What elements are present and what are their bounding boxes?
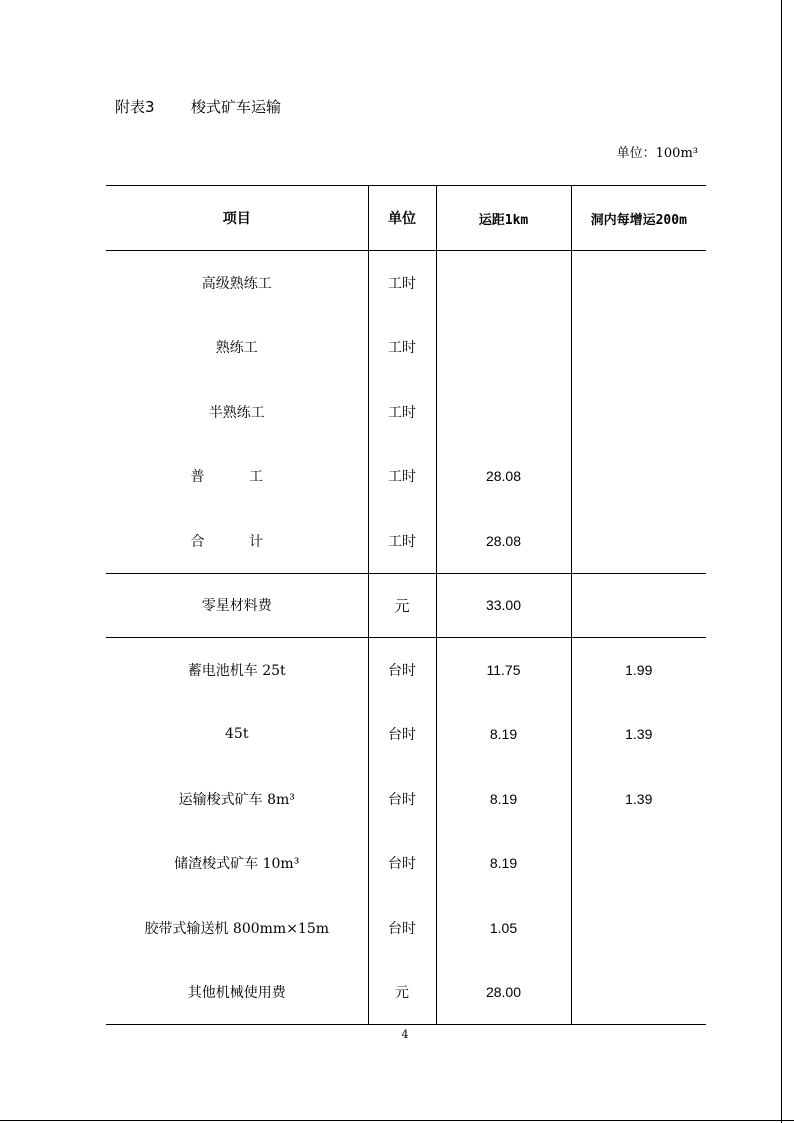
row-value-1km: 8.19	[436, 767, 571, 832]
title-prefix: 附表3	[115, 98, 155, 116]
page-number: 4	[401, 1028, 409, 1041]
row-value-200m	[571, 960, 706, 1025]
row-value-200m: 1.99	[571, 638, 706, 703]
row-unit: 元	[368, 960, 436, 1025]
table-row	[106, 509, 706, 574]
row-value-200m	[571, 573, 706, 638]
row-item: 熟练工	[106, 315, 368, 380]
row-item: 运输梭式矿车 8m³	[106, 767, 368, 832]
table-row	[106, 702, 706, 767]
table-row	[106, 831, 706, 896]
row-unit: 台时	[368, 702, 436, 767]
row-value-200m	[571, 444, 706, 509]
row-item: 储渣梭式矿车 10m³	[106, 831, 368, 896]
row-item: 高级熟练工	[106, 251, 368, 316]
table-row	[106, 767, 706, 832]
row-value-200m	[571, 509, 706, 574]
row-value-1km: 1.05	[436, 896, 571, 961]
row-value-200m	[571, 380, 706, 445]
quota-table	[106, 185, 706, 1025]
row-value-1km	[436, 315, 571, 380]
row-item: 合 计	[106, 509, 368, 574]
row-item: 45t	[106, 702, 368, 767]
page-border-bottom	[0, 1120, 794, 1121]
row-value-200m: 1.39	[571, 767, 706, 832]
row-value-1km: 11.75	[436, 638, 571, 703]
table-title	[115, 96, 281, 117]
row-value-200m	[571, 315, 706, 380]
row-value-1km: 8.19	[436, 831, 571, 896]
header-item: 项目	[106, 186, 368, 251]
header-extra-200m: 洞内每增运200m	[571, 186, 706, 251]
row-value-1km: 28.00	[436, 960, 571, 1025]
row-value-1km	[436, 380, 571, 445]
row-unit: 工时	[368, 380, 436, 445]
row-item: 零星材料费	[106, 573, 368, 638]
table-row	[106, 960, 706, 1025]
row-value-1km: 33.00	[436, 573, 571, 638]
row-unit: 台时	[368, 638, 436, 703]
row-unit: 工时	[368, 315, 436, 380]
row-value-1km	[436, 251, 571, 316]
table-row	[106, 444, 706, 509]
row-value-200m	[571, 831, 706, 896]
table-row	[106, 380, 706, 445]
header-distance-1km: 运距1km	[436, 186, 571, 251]
row-unit: 工时	[368, 444, 436, 509]
row-value-200m	[571, 896, 706, 961]
title-text: 梭式矿车运输	[191, 98, 282, 116]
header-unit: 单位	[368, 186, 436, 251]
row-value-1km: 28.08	[436, 509, 571, 574]
page-border-right	[781, 0, 782, 1123]
table-row	[106, 638, 706, 703]
row-unit: 工时	[368, 509, 436, 574]
row-item: 蓄电池机车 25t	[106, 638, 368, 703]
row-value-200m	[571, 251, 706, 316]
unit-label: 单位：100m³	[616, 146, 698, 161]
table-row	[106, 896, 706, 961]
row-item: 半熟练工	[106, 380, 368, 445]
row-unit: 元	[368, 573, 436, 638]
row-unit: 工时	[368, 251, 436, 316]
row-value-1km: 8.19	[436, 702, 571, 767]
row-unit: 台时	[368, 831, 436, 896]
row-item: 其他机械使用费	[106, 960, 368, 1025]
table-row	[106, 315, 706, 380]
row-item: 普 工	[106, 444, 368, 509]
row-unit: 台时	[368, 896, 436, 961]
table-row	[106, 573, 706, 638]
row-value-200m: 1.39	[571, 702, 706, 767]
table-header-row	[106, 186, 706, 251]
row-item: 胶带式输送机 800mm×15m	[106, 896, 368, 961]
row-value-1km: 28.08	[436, 444, 571, 509]
row-unit: 台时	[368, 767, 436, 832]
table-row	[106, 251, 706, 316]
